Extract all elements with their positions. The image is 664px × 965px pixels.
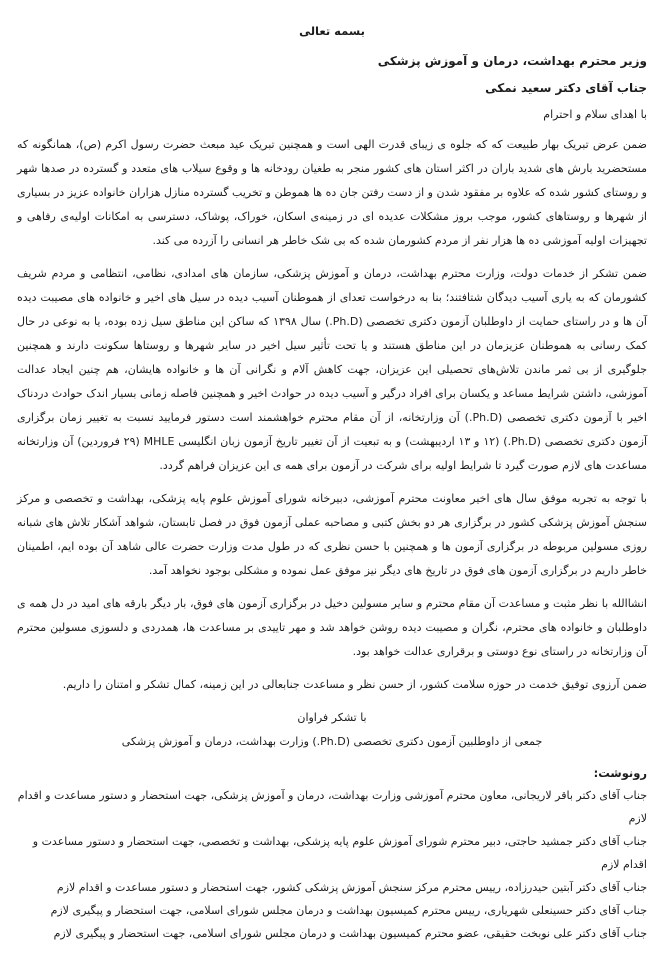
salutation-line: با اهدای سلام و احترام — [543, 108, 647, 121]
body-paragraph-5: ضمن آرزوی توفیق خدمت در حوزه سلامت کشور، از حسن نظر و مساعدت جنابعالی در این زمینه، کمال تشکر و امتنان را داریم. — [62, 678, 647, 691]
body-paragraph-4: انشاالله با نظر مثبت و مساعدت آن مقام محترم و سایر مسولین دخیل در برگزاری آزمون های فوق، بار دیگر بارقه های امید در دل همه ی داوطلبان و خانواده های محترم، نگران و مصیبت دیده روشن خواهد شد و مهر تاییدی بر مساعدت ها، همدردی و دلسوزی مسولین محترم آن وزارتخانه در راستای نوع دوستی و برقراری عدالت خواهد بود. — [17, 597, 647, 658]
body-paragraph-3: با توجه به تجربه موفق سال های اخیر معاونت محترم آموزشی، دبیرخانه شورای آموزش علوم پایه پزشکی، بهداشت و تخصصی و مرکز سنجش آموزش پزشکی کشور در برگزاری هر دو بخش کتبی و مصاحبه عملی آزمون فوق در فصل تابستان، شواهد آشکار تلاش های شبانه روزی مسولین مربوطه در برگزاری آزمون ها و همچنین با حسن نظری که در طول مدت وزارت حضرت عالی شاهد آن بوده ایم، اطمینان خاطر داریم در برگزاری آزمون های فوق در تاریخ های دیگر نیز موفق عمل نموده و مشکلی بوجود نخواهد آمد. — [17, 492, 647, 577]
cc-item-4: جناب آقای دکتر حسینعلی شهریاری، رییس محترم کمیسیون بهداشت و درمان مجلس شورای اسلامی، جهت استحضار و پیگیری لازم — [50, 904, 647, 917]
closing-thanks: با تشکر فراوان — [297, 711, 367, 724]
cc-item-3: جناب آقای دکتر آبتین حیدرزاده، رییس محترم مرکز سنجش آموزش پزشکی کشور، جهت استحضار و دستور مساعدت و اقدام لازم — [56, 881, 647, 894]
cc-item-1: جناب آقای دکتر باقر لاریجانی، معاون محترم آموزشی وزارت بهداشت، درمان و آموزش پزشکی، جهت استحضار و دستور مساعدت و اقدام لازم — [17, 789, 647, 825]
recipient-title: وزیر محترم بهداشت، درمان و آموزش پزشکی — [377, 54, 647, 68]
cc-item-5: جناب آقای دکتر علی نوبخت حقیقی، عضو محترم کمیسیون بهداشت و درمان مجلس شورای اسلامی، جهت استحضار و پیگیری لازم — [53, 927, 647, 940]
bismillah-heading: بسمه تعالی — [299, 24, 365, 38]
closing-signatory: جمعی از داوطلبین آزمون دکتری تخصصی (Ph.D.) وزارت بهداشت، درمان و آموزش پزشکی — [121, 735, 543, 748]
body-paragraph-1: ضمن عرض تبریک بهار طبیعت که که جلوه ی زیبای قدرت الهی است و همچنین تبریک عید مبعث حضرت رسول اکرم (ص)، همانگونه که مستحضرید بارش های شدید باران در اکثر استان های کشور منجر به طغیان رودخانه ها و وقوع سیلاب های متعدد و گسترده در صدها شهر و روستای کشور شده که علاوه بر مفقود شدن و از دست رفتن جان ده ها هموطن و تخریب گسترده منازل هزاران خانواده عزیز در بسیاری از شهرها و روستاهای کشور، موجب بروز مشکلات عدیده ای در زمینه‌ی اسکان، خوراک، پوشاک، دسترسی به امکانات اولیه‌ی رفاهی و تجهیزات اولیه آموزشی ده ها هزار نفر از مردم کشورمان شده که بی شک خاطر هر انسانی را آزرده می کند. — [17, 138, 647, 247]
recipient-name: جناب آقای دکتر سعید نمکی — [485, 81, 647, 95]
body-paragraph-2: ضمن تشکر از خدمات دولت، وزارت محترم بهداشت، درمان و آموزش پزشکی، سازمان های امدادی، نظامی، انتظامی و مردم شریف کشورمان که به یاری آسیب دیدگان شتافتند؛ بنا به درخواست تعدای از هموطنان آسیب دیده در سیل های اخیر و خانواده های مصیبت دیده آن ها و در راستای حمایت از داوطلبان آزمون دکتری تخصصی (Ph.D.) سال ۱۳۹۸ که ساکن این مناطق سیل زده بوده، یا به نوعی در حال کمک رسانی به هموطنان عزیزمان در این مناطق هستند و یا تحت تأثیر سیل اخیر در سایر شهرها و روستاها سکونت دارند و همچنین جلوگیری از بی ثمر ماندن تلاش‌های تحصیلی این عزیزان، جهت کاهش آلام و نگرانی آن ها و خانواده هایشان، هم چنین ایجاد عدالت آموزشی، داشتن شرایط مساعد و یکسان برای افراد درگیر و آسیب دیده در حوادث اخیر و همچنین فاصله زمانی بسیار اندک حوادث دردناک اخیر با آزمون دکتری تخصصی (Ph.D.) آن وزارتخانه، از آن مقام محترم خواهشمند است دستور فرمایید نسبت به تغییر زمان برگزاری آزمون دکتری تخصصی (Ph.D.) (۱۲ و ۱۳ اردیبهشت) و به تبعیت از آن تغییر تاریخ آزمون زبان انگلیسی MHLE (۲۹ فروردین) آن وزارتخانه مساعدت های لازم صورت گیرد تا شرایط اولیه برای شرکت در آزمون برای همه ی این عزیزان فراهم گردد. — [17, 267, 647, 472]
closing-block — [17, 706, 647, 754]
cc-item-2: جناب آقای دکتر جمشید حاجتی، دبیر محترم شورای آموزش علوم پایه پزشکی، بهداشت و تخصصی، جهت استحضار و دستور مساعدت و اقدام لازم — [32, 835, 647, 871]
cc-heading: رونوشت: — [593, 766, 647, 780]
